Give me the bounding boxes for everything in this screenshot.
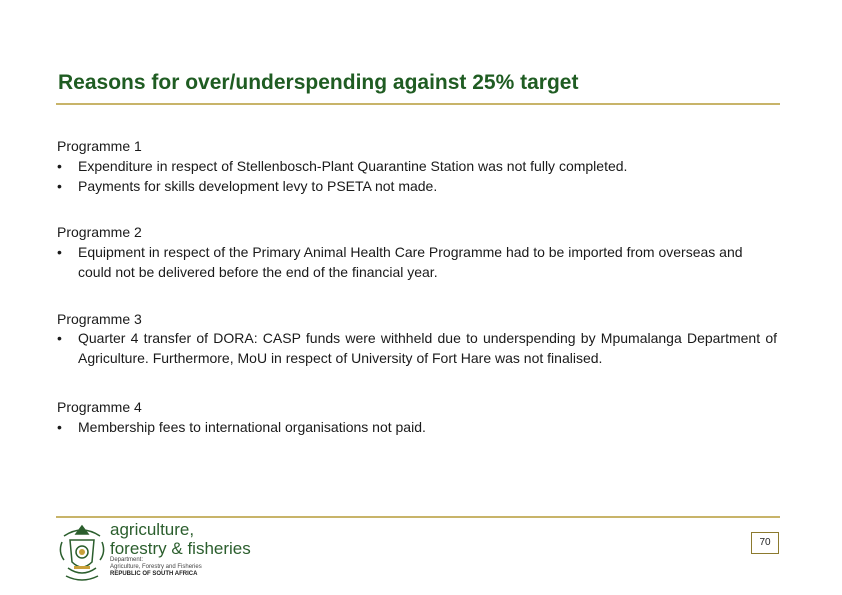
bullet-item xyxy=(57,176,777,196)
section-heading: Programme 3 xyxy=(57,311,142,327)
coat-of-arms-icon xyxy=(54,522,110,588)
logo-text-line1: agriculture, xyxy=(110,520,195,539)
section-programme-3 xyxy=(57,309,777,368)
section-programme-1 xyxy=(57,136,777,196)
bullet-item xyxy=(57,329,777,368)
bullet-text: Equipment in respect of the Primary Animal Health Care Programme had to be imported from overseas and could not be delivered before the end of the financial year. xyxy=(78,244,743,280)
subtitle-line3: REPUBLIC OF SOUTH AFRICA xyxy=(110,571,198,577)
slide-title: Reasons for over/underspending against 25% target xyxy=(58,71,579,94)
section-programme-2 xyxy=(57,222,777,282)
bullet-item xyxy=(57,242,777,282)
section-heading: Programme 4 xyxy=(57,399,142,415)
logo-text-line2: forestry & fisheries xyxy=(110,539,251,558)
slide-body xyxy=(57,136,777,463)
bullet-icon: • xyxy=(57,178,62,194)
title-divider xyxy=(56,103,780,105)
department-logo xyxy=(110,520,251,558)
bullet-item xyxy=(57,417,777,437)
bullet-text: Expenditure in respect of Stellenbosch-Plant Quarantine Station was not fully completed. xyxy=(78,158,628,174)
bullet-text: Membership fees to international organisations not paid. xyxy=(78,419,426,435)
bullet-text: Quarter 4 transfer of DORA: CASP funds were withheld due to underspending by Mpumalanga Department of Agriculture. Furthermore, MoU in respect of University of Fort Hare was not finalised. xyxy=(78,330,777,366)
bullet-icon: • xyxy=(57,330,62,346)
bullet-icon: • xyxy=(57,158,62,174)
section-heading: Programme 1 xyxy=(57,138,142,154)
bullet-text: Payments for skills development levy to PSETA not made. xyxy=(78,178,438,194)
bullet-item xyxy=(57,156,777,176)
department-subtitle xyxy=(110,557,202,578)
subtitle-line2: Agriculture, Forestry and Fisheries xyxy=(110,564,202,570)
section-heading: Programme 2 xyxy=(57,224,142,240)
page-number: 70 xyxy=(751,532,779,554)
subtitle-line1: Department: xyxy=(110,557,144,563)
bullet-icon: • xyxy=(57,244,62,260)
footer-divider xyxy=(56,516,780,518)
section-programme-4 xyxy=(57,397,777,437)
bullet-icon: • xyxy=(57,419,62,435)
